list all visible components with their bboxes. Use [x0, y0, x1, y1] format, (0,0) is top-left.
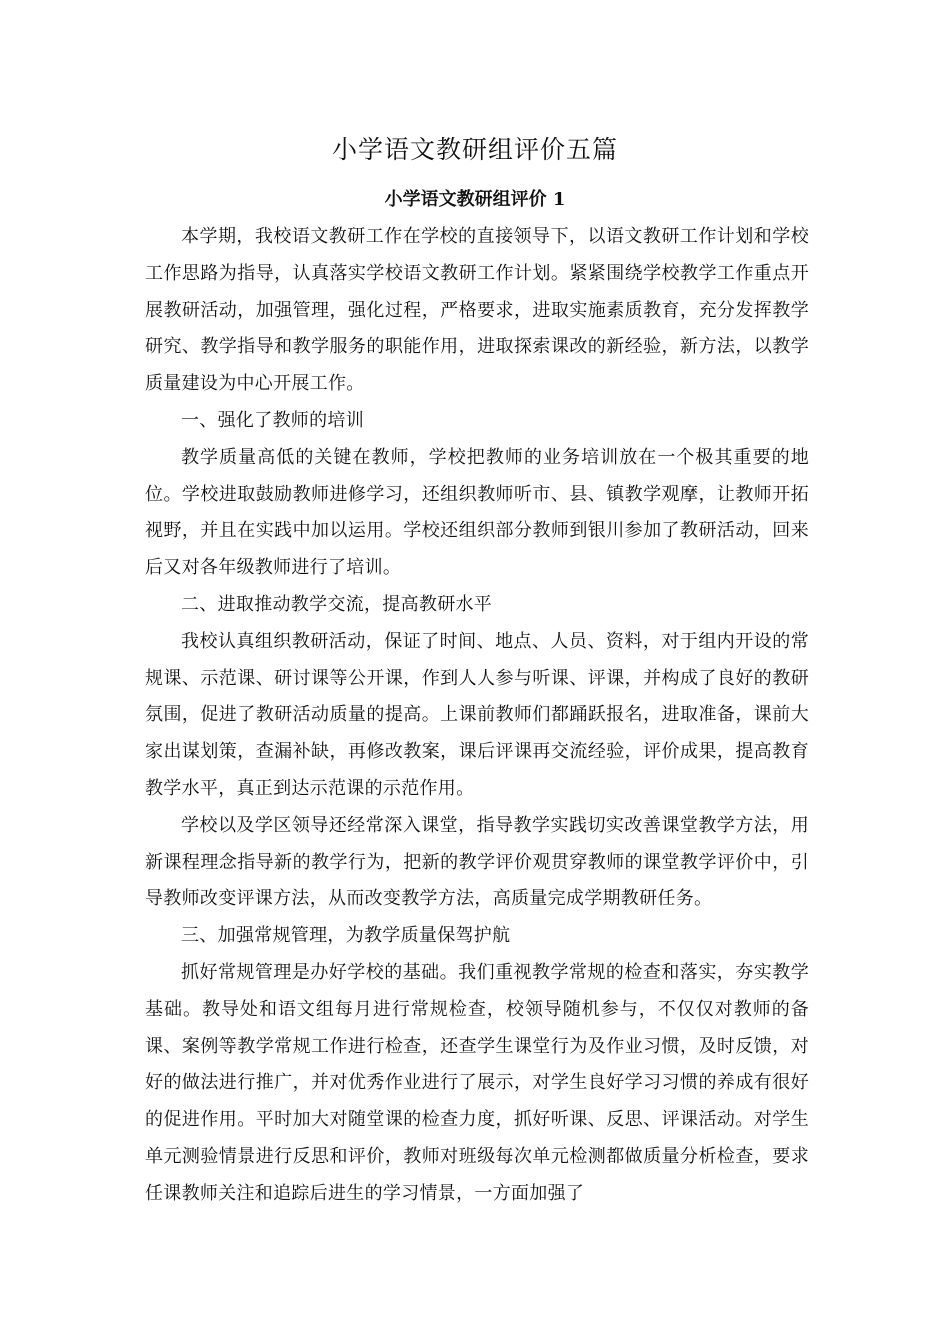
section-title: 小学语文教研组评价 1 — [384, 189, 566, 210]
paragraph-intro: 本学期，我校语文教研工作在学校的直接领导下，以语文教研工作计划和学校工作思路为指导，认真落实学校语文教研工作计划。紧紧围绕学校教学工作重点开展教研活动，加强管理，强化过程，严格要求，进取实施素质教育，充分发挥教学研究、教学指导和教学服务的职能作用，进取探索课改的新经验，新方法，以教学质量建设为中心开展工作。 — [145, 226, 809, 395]
paragraph-routine-management: 抓好常规管理是办好学校的基础。我们重视教学常规的检查和落实，夯实教学基础。教导处和语文组每月进行常规检查，校领导随机参与，不仅仅对教师的备课、案例等教学常规工作进行检查，还查学生课堂行为及作业习惯，及时反馈，对好的做法进行推广，并对优秀作业进行了展示，对学生良好学习习惯的养成有很好的促进作用。平时加大对随堂课的检查力度，抓好听课、反思、评课活动。对学生单元测验情景进行反思和评价，教师对班级每次单元检测都做质量分析检查，要求任课教师关注和追踪后进生的学习情景，一方面加强了 — [145, 961, 809, 1204]
document-title: 小学语文教研组评价五篇 — [331, 135, 618, 164]
paragraph-teaching-exchange: 我校认真组织教研活动，保证了时间、地点、人员、资料，对于组内开设的常规课、示范课、研讨课等公开课，作到人人参与听课、评课，并构成了良好的教研氛围，促进了教研活动质量的提高。上课前教师们都踊跃报名，进取准备，课前大家出谋划策，查漏补缺，再修改教案，课后评课再交流经验，评价成果，提高教育教学水平，真正到达示范课的示范作用。 — [145, 630, 809, 799]
heading-routine-management: 三、加强常规管理，为教学质量保驾护航 — [181, 925, 511, 947]
document-body — [145, 219, 809, 1213]
heading-teacher-training: 一、强化了教师的培训 — [181, 409, 364, 431]
paragraph-teacher-training: 教学质量高低的关键在教师，学校把教师的业务培训放在一个极其重要的地位。学校进取鼓励教师进修学习，还组织教师听市、县、镇教学观摩，让教师开拓视野，并且在实践中加以运用。学校还组织部分教师到银川参加了教研活动，回来后又对各年级教师进行了培训。 — [145, 446, 809, 579]
heading-teaching-exchange: 二、进取推动教学交流，提高教研水平 — [181, 593, 493, 615]
paragraph-leadership-guidance: 学校以及学区领导还经常深入课堂，指导教学实践切实改善课堂教学方法，用新课程理念指导新的教学行为，把新的教学评价观贯穿教师的课堂教学评价中，引导教师改变评课方法，从而改变教学方法，高质量完成学期教研任务。 — [145, 814, 809, 910]
